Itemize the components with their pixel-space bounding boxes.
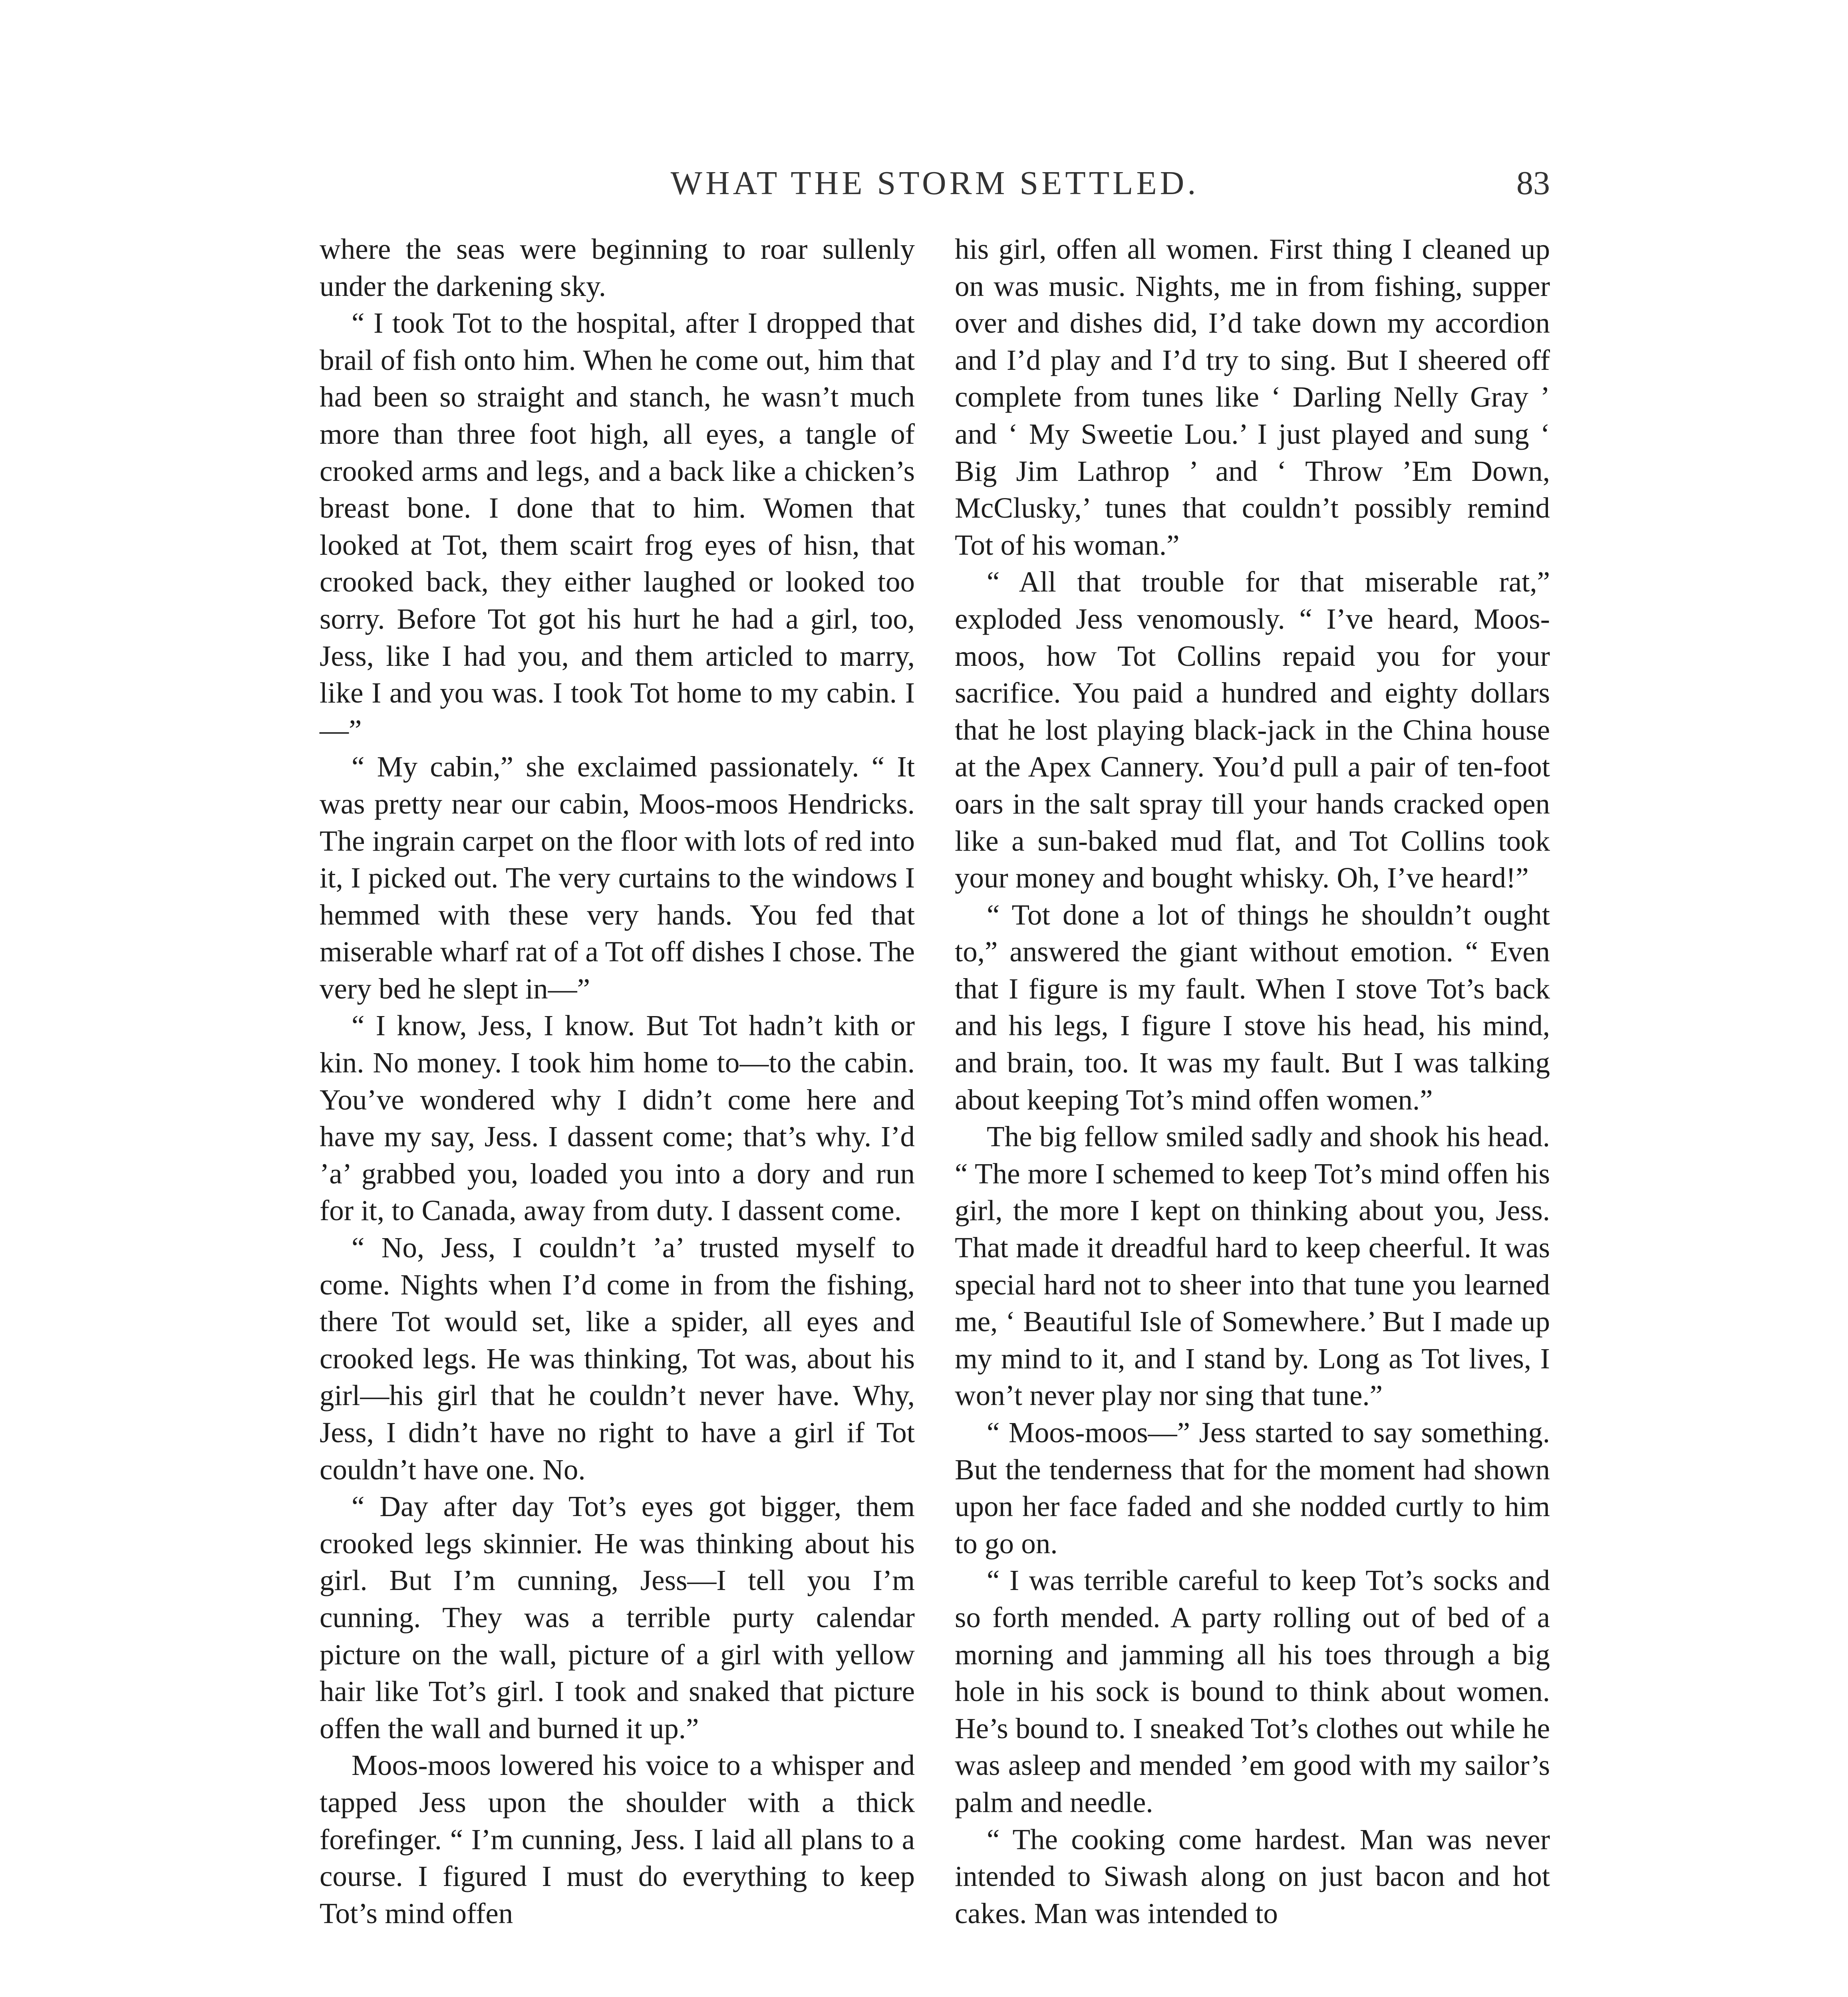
paragraph: “ I know, Jess, I know. But Tot hadn’t kith or kin. No money. I took him home to—to the cabin. You’ve wondered why I didn’t come here and have my say, Jess. I dassent come; that’s why. I’d ’a’ grabbed you, loaded you into a dory and run for it, to Canada, away from duty. I dassent come. <box>320 1009 915 1227</box>
paragraph: Moos-moos lowered his voice to a whisper and tapped Jess upon the shoulder with a thick forefinger. “ I’m cunning, Jess. I laid all plans to a course. I figured I must do everything to keep Tot’s mind offen <box>320 1749 915 1930</box>
paragraph: “ All that trouble for that miserable rat,” exploded Jess venomously. “ I’ve heard, Moos-moos, how Tot Collins repaid you for your sacrifice. You paid a hundred and eighty dollars that he lost playing black-jack in the China house at the Apex Cannery. You’d pull a pair of ten-foot oars in the salt spray till your hands cracked open like a sun-baked mud flat, and Tot Collins took your money and bought whisky. Oh, I’ve heard!” <box>955 566 1550 894</box>
paragraph: “ Day after day Tot’s eyes got bigger, them crooked legs skinnier. He was thinking about his girl. But I’m cunning, Jess—I tell you I’m cunning. They was a terrible purty calendar picture on the wall, picture of a girl with yellow hair like Tot’s girl. I took and snaked that picture offen the wall and burned it up.” <box>320 1490 915 1745</box>
paragraph: his girl, offen all women. First thing I cleaned up on was music. Nights, me in from fishing, supper over and dishes did, I’d take down my accordion and I’d play and I’d try to sing. But I sheered off complete from tunes like ‘ Darling Nelly Gray ’ and ‘ My Sweetie Lou.’ I just played and sung ‘ Big Jim Lathrop ’ and ‘ Throw ’Em Down, McClusky,’ tunes that couldn’t possibly remind Tot of his woman.” <box>955 233 1550 561</box>
paragraph: “ No, Jess, I couldn’t ’a’ trusted myself to come. Nights when I’d come in from the fishing, there Tot would set, like a spider, all eyes and crooked legs. He was thinking, Tot was, about his girl—his girl that he couldn’t never have. Why, Jess, I didn’t have no right to have a girl if Tot couldn’t have one. No. <box>320 1231 915 1486</box>
page-number: 83 <box>1516 165 1550 202</box>
right-column <box>955 231 1550 1932</box>
paragraph: where the seas were beginning to roar sullenly under the darkening sky. <box>320 233 915 302</box>
left-column <box>320 231 915 1932</box>
paragraph: “ I was terrible careful to keep Tot’s socks and so forth mended. A party rolling out of bed of a morning and jamming all his toes through a big hole in his sock is bound to think about women. He’s bound to. I sneaked Tot’s clothes out while he was asleep and mended ’em good with my sailor’s palm and needle. <box>955 1564 1550 1818</box>
page-header <box>320 156 1550 216</box>
paragraph: “ Tot done a lot of things he shouldn’t ought to,” answered the giant without emotion. “ Even that I figure is my fault. When I stove Tot’s back and his legs, I figure I stove his head, his mind, and brain, too. It was my fault. But I was talking about keeping Tot’s mind offen women.” <box>955 898 1550 1116</box>
paragraph: “ Moos-moos—” Jess started to say something. But the tenderness that for the moment had shown upon her face faded and she nodded curtly to him to go on. <box>955 1416 1550 1560</box>
running-title: WHAT THE STORM SETTLED. <box>670 165 1199 202</box>
paragraph: “ My cabin,” she exclaimed passionately. “ It was pretty near our cabin, Moos-moos Hendricks. The ingrain carpet on the floor with lots of red into it, I picked out. The very curtains to the windows I hemmed with these very hands. You fed that miserable wharf rat of a Tot off dishes I chose. The very bed he slept in—” <box>320 750 915 1005</box>
paragraph: The big fellow smiled sadly and shook his head. “ The more I schemed to keep Tot’s mind offen his girl, the more I kept on thinking about you, Jess. That made it dreadful hard to keep cheerful. It was special hard not to sheer into that tune you learned me, ‘ Beautiful Isle of Somewhere.’ But I made up my mind to it, and I stand by. Long as Tot lives, I won’t never play nor sing that tune.” <box>955 1120 1550 1412</box>
paragraph: “ I took Tot to the hospital, after I dropped that brail of fish onto him. When he come out, him that had been so straight and stanch, he wasn’t much more than three foot high, all eyes, a tangle of crooked arms and legs, and a back like a chicken’s breast bone. I done that to him. Women that looked at Tot, them scairt frog eyes of hisn, that crooked back, they either laughed or looked too sorry. Before Tot got his hurt he had a girl, too, Jess, like I had you, and them articled to marry, like I and you was. I took Tot home to my cabin. I—” <box>320 307 915 746</box>
paragraph: “ The cooking come hardest. Man was never intended to Siwash along on just bacon and hot cakes. Man was intended to <box>955 1823 1550 1930</box>
